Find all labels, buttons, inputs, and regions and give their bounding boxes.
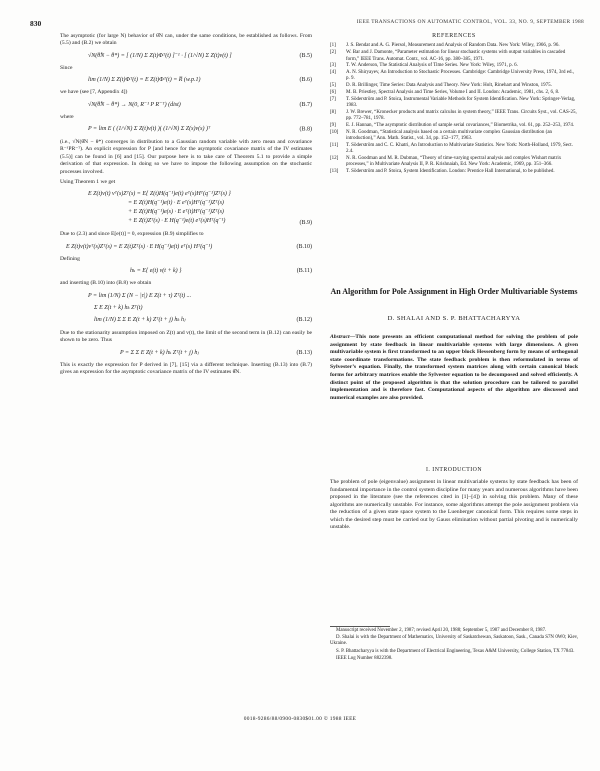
paragraph: The asymptotic (for large N) behavior of θ̂N can, under the same conditions, be established as follows. From (5.5) and (B.2) we obtain	[60, 33, 312, 47]
footnote: D. Shalai is with the Department of Mathematics, University of Saskatchewan, Saskatoon, Sask., Canada S7N 0W0; Kiev, Ukraine.	[330, 635, 578, 647]
reference-item	[330, 50, 578, 63]
equation-body	[60, 190, 312, 226]
footnote-divider	[330, 626, 390, 627]
equation-body: E Z(t)v(t)vᵀ(s)Zᵀ(s) = E Z(t)Zᵀ(s) · E H(q⁻¹)e(t) eᵀ(s) Hᵀ(q⁻¹)	[66, 243, 213, 250]
running-header: IEEE TRANSACTIONS ON AUTOMATIC CONTROL, VOL. 33, NO. 9, SEPTEMBER 1988	[356, 19, 584, 25]
paragraph: Defining	[60, 255, 80, 262]
reference-number: [2]	[330, 50, 336, 56]
reference-number: [10]	[330, 129, 339, 135]
equation-number: (B.5)	[299, 52, 312, 59]
equation-body: P = Σ Σ E Z(t + k) hₖ Zᵀ(t + j) hⱼ	[120, 349, 199, 356]
equation-body: P = lim E ( (1/√N) Σ Z(t)v(t) )( (1/√N) Σ Z(s)v(s) )ᵀ	[88, 126, 211, 133]
reference-number: [6]	[330, 89, 336, 95]
reference-text: N. R. Goodman, “Statistical analysis based on a certain multivariate complex Gaussian distribution (an introduction),” Ann. Math. Statist., vol. 34, pp. 152–177, 1963.	[346, 129, 553, 142]
footnotes	[330, 628, 578, 663]
reference-text: D. R. Brillinger, Time Series: Data Analysis and Theory. New York: Holt, Rinehart and Winston, 1975.	[346, 83, 552, 89]
article-authors: D. SHALAI AND S. P. BHATTACHARYYA	[387, 315, 521, 322]
reference-text: T. W. Anderson, The Statistical Analysis of Time Series. New York: Wiley, 1971, p. 6.	[346, 63, 518, 69]
reference-item	[330, 169, 578, 175]
paragraph: (i.e., √N(θ̂N − θ*) converges in distribution to a Gaussian random variable with zero mean and covariance R⁻¹PR⁻ᵀ). An explicit expression for P [and hence for the asymptotic covariance matrix of the IV estimates (5.5)] can be found in [6] and [15]. Our purpose here is to take care of Theorem 5.1 to provide a simple derivation of that expression. In doing so we have to impose the following assumption on the stochastic processes involved.	[60, 139, 312, 175]
equation-number: (B.9)	[299, 220, 312, 227]
reference-number: [13]	[330, 169, 339, 175]
reference-number: [8]	[330, 109, 336, 115]
equation-b10	[60, 243, 312, 251]
equation-line: P = lim (1/N) Σ (N − |τ|) E Z(t + τ) Zᵀ(t) ...	[88, 292, 192, 299]
reference-item	[330, 63, 578, 69]
equation-body: lim (1/N) Σ Z(t)Φᵀ(t) = E Z(t)Φᵀ(t) = R̅ (w.p.1)	[88, 77, 201, 84]
equation-b13	[60, 349, 312, 357]
reference-item	[330, 156, 578, 169]
equation-line: + E Z(t)Zᵀ(s) · E H(q⁻¹)e(t) eᵀ(s)Hᵀ(q⁻¹)	[128, 218, 226, 225]
reference-item	[330, 83, 578, 89]
equation-b6	[60, 76, 312, 84]
page-number: 830	[30, 19, 42, 28]
section-heading: I. INTRODUCTION	[425, 467, 483, 473]
references-heading: REFERENCES	[432, 33, 476, 39]
reference-text: J. S. Bendat and A. G. Piersol, Measurement and Analysis of Random Data. New York: Wiley, 1966, p. 96.	[346, 43, 560, 49]
abstract	[330, 334, 578, 402]
reference-text: T. Söderström and P. Stoica, Instrumental Variable Methods for System Identification. New York: Springer-Verlag, 1983.	[346, 96, 576, 109]
equation-number: (B.13)	[296, 349, 312, 356]
paragraph: Since	[60, 64, 73, 71]
equation-body: √N(θ̂N − θ*) = [ (1/N) Σ Z(t)Φᵀ(t) ]⁻¹ · [ (1/√N) Σ Z(t)v(t) ]	[88, 52, 232, 59]
reference-item	[330, 130, 578, 143]
reference-number: [11]	[330, 142, 339, 148]
paragraph: where	[60, 113, 74, 120]
equation-body: hₖ = E{ e(t) v(t + k) }	[130, 268, 182, 275]
reference-text: N. R. Goodman and M. R. Dubman, “Theory of time-varying spectral analysis and complex Wishart matrix processes,” in Multivariate Analysis II, P. R. Krishnaiah, Ed. New York: Academic, 1969, pp. 351–366.	[346, 155, 562, 168]
reference-item	[330, 110, 578, 123]
equation-body: √N(θ̂N − θ*) → N(0, R⁻¹ P R⁻ᵀ) (dist)	[88, 101, 181, 108]
equation-line: E Z(t)v(t) vᵀ(s)Zᵀ(s) = E{ Z(t)H(q⁻¹)e(t) eᵀ(s)Hᵀ(q⁻¹)Zᵀ(s) }	[88, 191, 231, 198]
equation-line: = E Z(t)H(q⁻¹)e(t) · E eᵀ(s)Hᵀ(q⁻¹)Zᵀ(s)	[128, 200, 224, 207]
reference-item	[330, 90, 578, 96]
equation-b11	[60, 267, 312, 275]
references-list	[330, 43, 578, 175]
paragraph: This is exactly the expression for P derived in [7], [15] via a different technique. Inserting (B.13) into (B.7) gives an expression for the asymptotic covariance matrix of the IV estimates θ̂N.	[60, 361, 312, 375]
equation-b9	[60, 190, 312, 226]
left-column	[60, 33, 312, 379]
reference-number: [3]	[330, 63, 336, 69]
equation-number: (B.12)	[296, 316, 312, 323]
references-section	[330, 33, 578, 176]
reference-number: [5]	[330, 83, 336, 89]
footnote: IEEE Log Number 8822398.	[336, 655, 393, 661]
reference-text: T. Söderström and C. C. Khatri, An Introduction to Multivariate Statistics. New York: North-Holland, 1979, Sect. 2.4.	[346, 142, 573, 155]
reference-item	[330, 97, 578, 110]
equation-b8	[60, 125, 312, 134]
reference-item	[330, 143, 578, 156]
equation-line: + E Z(t)H(q⁻¹)e(s) · E eᵀ(t)Hᵀ(q⁻¹)Zᵀ(s)	[128, 209, 224, 216]
paragraph: we have (see [7, Appendix 4])	[60, 89, 128, 96]
reference-item	[330, 123, 578, 129]
footnote: Manuscript received November 2, 1987; revised April 20, 1988; September 5, 1987 and December 8, 1987.	[336, 628, 547, 633]
paragraph: Due to the stationarity assumption imposed on Z(t) and v(t), the limit of the second term in (B.12) can easily be shown to be zero. Thus	[60, 329, 312, 344]
paragraph: and inserting (B.10) into (B.8) we obtain	[60, 280, 152, 287]
introduction-text: The problem of pole (eigenvalue) assignment in linear multivariable systems by state feedback has been of fundamental importance in the control system discipline for many years and numerous algorithms have been proposed in the literature (see the references cited in [1]–[4]) in solving this problem. Many of these algorithms are numerically unstable. For instance, some algorithms attempt the pole assignment problem via the reduction of a given state space system to the Luenberger canonical form. This requires some steps in which the desired step must be carried out by Gauss elimination without partial pivoting and is numerically unstable.	[330, 479, 578, 530]
reference-number: [4]	[330, 70, 336, 76]
reference-text: T. Söderström and P. Stoica, System Identification. London: Prentice Hall International, to be published.	[346, 169, 555, 175]
equation-number: (B.10)	[296, 243, 312, 250]
equation-line: Σ E Z(t + k) hₖ Zᵀ(t)	[94, 304, 143, 311]
equation-number: (B.7)	[299, 101, 312, 108]
equation-b12	[60, 292, 312, 325]
reference-text: M. B. Priestley, Spectral Analysis and Time Series, Volume I and II. London: Academic, 1981, chs. 2, 6, 8.	[346, 89, 560, 95]
paragraph: Due to (2.3) and since E[e(t)] = 0, expression (B.9) simplifies to	[60, 231, 204, 238]
equation-b7	[60, 101, 312, 109]
reference-text: A. N. Shiryayev, An Introduction to Stochastic Processes. Cambridge: Cambridge University Press, 1974, 3rd ed., p. 9.	[346, 70, 574, 82]
reference-text: J. W. Brewer, “Kronecker products and matrix calculus in system theory,” IEEE Trans. Circuits Syst., vol. CAS-25, pp. 772–781, 1978.	[346, 109, 577, 122]
equation-line: lim (1/N) Σ Σ E Z(t + k) Zᵀ(t + j) hₖ hⱼ	[94, 316, 186, 323]
reference-number: [1]	[330, 43, 336, 49]
reference-number: [9]	[330, 122, 336, 128]
reference-text: W. Bar and J. Damonte, “Parameter estimation for linear stochastic systems with output variables in cascaded form,” IEEE Trans. Automat. Contr., vol. AC-16, pp. 380–385, 1971.	[346, 50, 566, 62]
abstract-text: This note presents an efficient computational method for solving the problem of pole assignment by state feedback in linear multivariable systems with large dimensions. A given multivariable system is first transformed to an upper block Hessenberg form by means of orthogonal state coordinate transformations. The state feedback problem is then reformulated in terms of Sylvester’s equation. Finally, the transformed system matrices along with certain canonical block forms for arbitrary matrices enable the Sylvester equation to be decomposed and solved efficiently. A distinct point of the proposed algorithm is that the solution procedure can be tailored to parallel implementation and is therefore fast. Computational aspects of the algorithm are discussed and numerical examples are also provided.	[330, 334, 578, 401]
paragraph: Using Theorem 1 we get	[60, 179, 116, 186]
reference-text: E. J. Hannan, “The asymptotic distribution of sample serial covariances,” Biometrika, vol. 61, pp. 252–253, 1974.	[346, 122, 575, 128]
equation-b5	[60, 52, 312, 60]
article-title: An Algorithm for Pole Assignment in High Order Multivariable Systems	[330, 287, 578, 296]
equation-number: (B.8)	[299, 126, 312, 133]
reference-item	[330, 70, 578, 83]
copyright-line: 0018-9286/88/0900-0830$01.00 © 1988 IEEE	[243, 716, 357, 722]
reference-item	[330, 43, 578, 49]
equation-body	[60, 292, 312, 325]
footnote: S. P. Bhattacharyya is with the Department of Electrical Engineering, Texas A&M University, College Station, TX 77843.	[336, 648, 575, 654]
abstract-label: Abstract—	[330, 334, 356, 340]
equation-number: (B.6)	[299, 77, 312, 84]
reference-number: [7]	[330, 96, 336, 102]
equation-number: (B.11)	[296, 268, 312, 275]
reference-number: [12]	[330, 155, 339, 161]
